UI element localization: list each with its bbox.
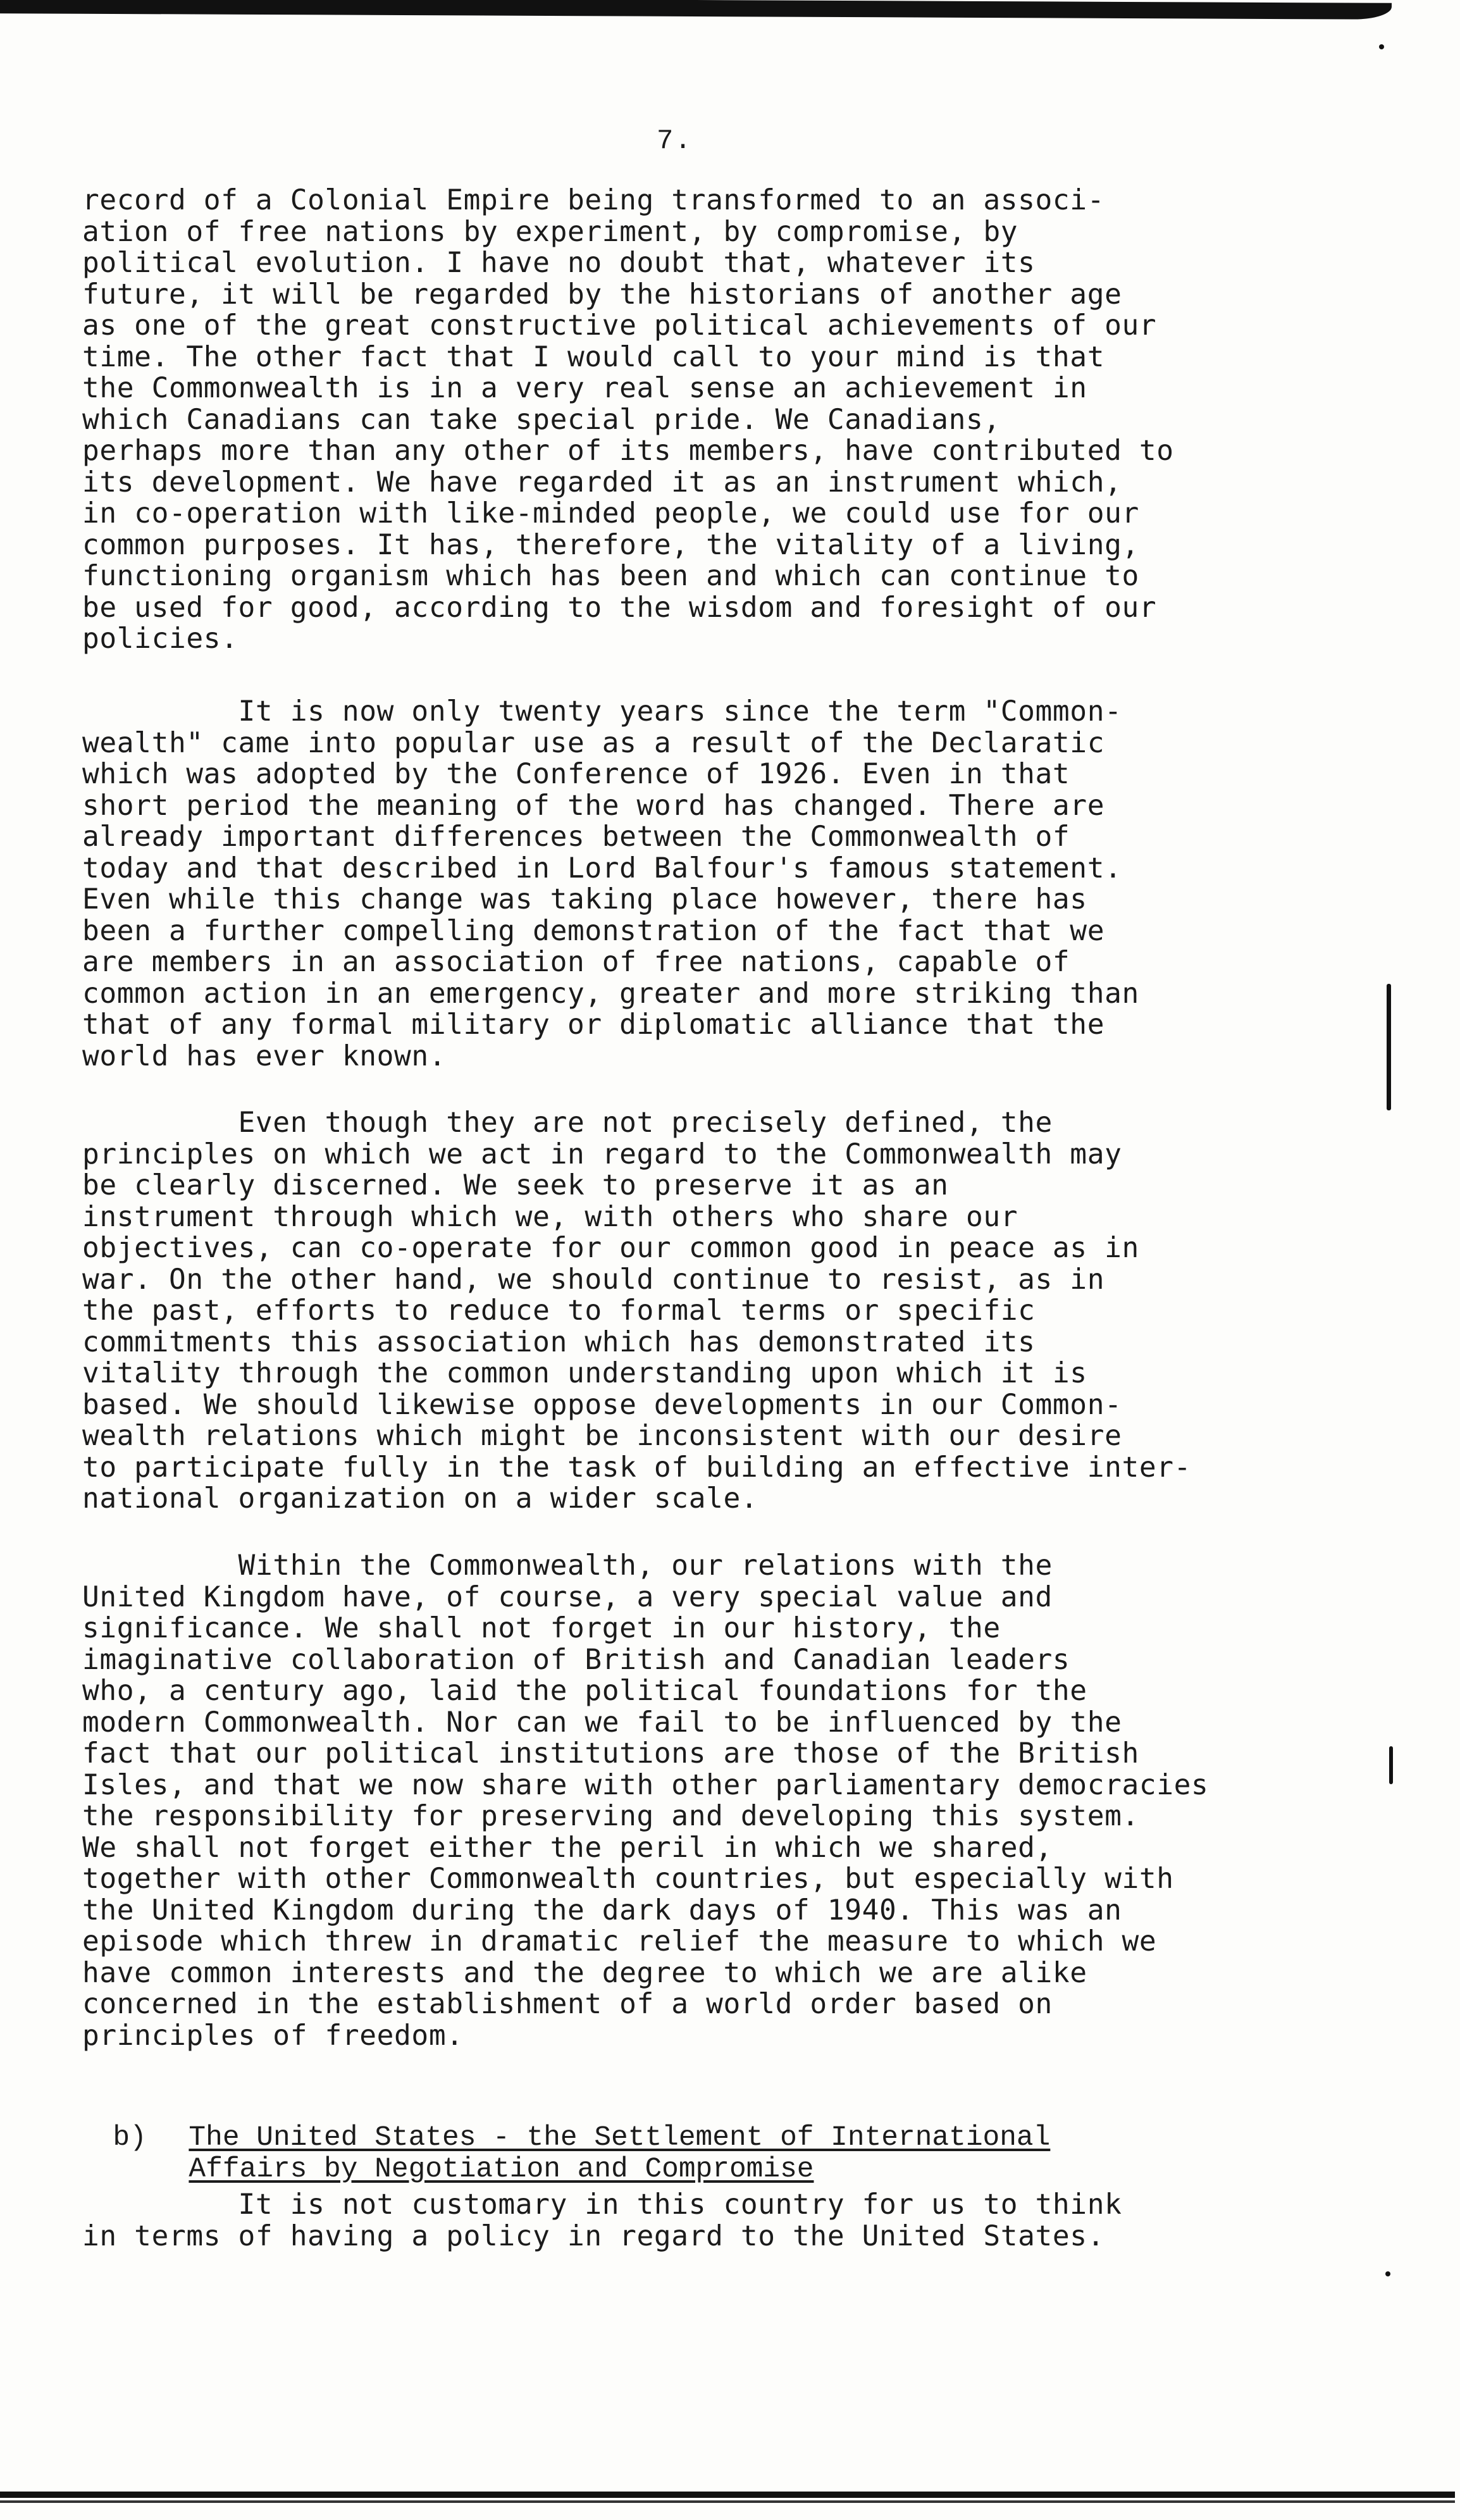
text-line: record of a Colonial Empire being transformed to an associ- [82, 184, 1105, 216]
margin-dot [1379, 44, 1384, 49]
top-border-rule [0, 0, 1392, 20]
bottom-border-rule [0, 2492, 1455, 2498]
text-line: the Commonwealth is in a very real sense an achievement in [82, 372, 1087, 404]
paragraph-united-states [82, 2189, 1347, 2252]
text-line: wealth relations which might be inconsistent with our desire [82, 1420, 1122, 1452]
text-line: future, it will be regarded by the historians of another age [82, 278, 1122, 311]
text-line: are members in an association of free nations, capable of [82, 946, 1070, 978]
text-line: imaginative collaboration of British and Canadian leaders [82, 1643, 1070, 1676]
text-line: political evolution. I have no doubt that, whatever its [82, 247, 1036, 279]
text-line: modern Commonwealth. Nor can we fail to be influenced by the [82, 1706, 1122, 1739]
text-line: already important differences between the Commonwealth of [82, 821, 1070, 853]
text-line: been a further compelling demonstration of the fact that we [82, 914, 1105, 947]
paragraph-principles [82, 1107, 1347, 1515]
text-line: the responsibility for preserving and developing this system. [82, 1800, 1139, 1832]
text-line: wealth" came into popular use as a result of the Declaratic [82, 726, 1105, 759]
margin-bracket-mark [1387, 984, 1391, 1110]
subheading-label: b) [113, 2121, 147, 2154]
text-line: significance. We shall not forget in our history, the [82, 1612, 1001, 1644]
text-line: perhaps more than any other of its members, have contributed to [82, 435, 1174, 467]
text-line: We shall not forget either the peril in which we shared, [82, 1831, 1053, 1864]
text-line: to participate fully in the task of building an effective inter- [82, 1451, 1192, 1484]
text-line: based. We should likewise oppose developments in our Common- [82, 1388, 1122, 1421]
text-line: the United Kingdom during the dark days of 1940. This was an [82, 1894, 1122, 1927]
text-line: short period the meaning of the word has changed. There are [82, 789, 1105, 822]
text-line: Isles, and that we now share with other parliamentary democracies [82, 1768, 1209, 1801]
section-subheading-cont [79, 2123, 814, 2185]
margin-dot [1385, 2271, 1390, 2276]
text-line: today and that described in Lord Balfour's famous statement. [82, 852, 1122, 884]
text-line: in co-operation with like-minded people, we could use for our [82, 497, 1139, 530]
text-line: war. On the other hand, we should continue to resist, as in [82, 1263, 1105, 1296]
text-line: vitality through the common understanding upon which it is [82, 1357, 1087, 1389]
text-line: be used for good, according to the wisdom and foresight of our [82, 591, 1157, 624]
text-line: Even while this change was taking place however, there has [82, 883, 1087, 916]
text-line: which was adopted by the Conference of 1926. Even in that [82, 758, 1070, 790]
text-line: world has ever known. [82, 1040, 447, 1072]
paragraph-commonwealth-term [82, 696, 1347, 1072]
text-line: concerned in the establishment of a world order based on [82, 1988, 1053, 2020]
text-line: have common interests and the degree to which we are alike [82, 1956, 1087, 1989]
margin-tick-mark [1389, 1746, 1393, 1784]
text-line: national organization on a wider scale. [82, 1482, 758, 1515]
paragraph-commonwealth-record [82, 185, 1347, 655]
text-line: principles on which we act in regard to the Commonwealth may [82, 1138, 1122, 1170]
text-line: instrument through which we, with others who share our [82, 1200, 1018, 1233]
text-line: in terms of having a policy in regard to the United States. [82, 2219, 1105, 2252]
text-line: ation of free nations by experiment, by compromise, by [82, 215, 1018, 248]
subheading-line-1: The United States - the Settlement of International [189, 2121, 1051, 2154]
text-line: policies. [82, 623, 238, 655]
text-line: functioning organism which has been and which can continue to [82, 560, 1139, 592]
text-line: Within the Commonwealth, our relations with the [82, 1549, 1053, 1582]
text-line: It is now only twenty years since the term "Common- [82, 695, 1122, 728]
text-line: the past, efforts to reduce to formal terms or specific [82, 1294, 1036, 1327]
text-line: Even though they are not precisely defined, the [82, 1107, 1053, 1139]
text-line: its development. We have regarded it as an instrument which, [82, 466, 1122, 499]
page-number: 7. [657, 125, 693, 157]
text-line: United Kingdom have, of course, a very special value and [82, 1580, 1053, 1613]
text-line: episode which threw in dramatic relief the measure to which we [82, 1925, 1157, 1958]
text-line: common action in an emergency, greater and more striking than [82, 977, 1139, 1010]
text-line: as one of the great constructive political achievements of our [82, 309, 1157, 342]
text-line: which Canadians can take special pride. We Canadians, [82, 403, 1001, 436]
bottom-border-rule-thin [0, 2500, 1455, 2503]
text-line: that of any formal military or diplomatic alliance that the [82, 1009, 1105, 1041]
text-line: objectives, can co-operate for our common good in peace as in [82, 1232, 1139, 1264]
text-line: principles of freedom. [82, 2019, 464, 2052]
text-line: who, a century ago, laid the political foundations for the [82, 1675, 1087, 1707]
text-line: time. The other fact that I would call to your mind is that [82, 340, 1105, 373]
text-line: common purposes. It has, therefore, the vitality of a living, [82, 528, 1139, 561]
text-line: together with other Commonwealth countries, but especially with [82, 1863, 1174, 1895]
text-line: It is not customary in this country for us to think [82, 2188, 1122, 2221]
text-line: commitments this association which has demonstrated its [82, 1325, 1036, 1358]
text-line: fact that our political institutions are those of the British [82, 1737, 1139, 1770]
subheading-line-2: Affairs by Negotiation and Compromise [189, 2153, 814, 2185]
text-line: be clearly discerned. We seek to preserve it as an [82, 1169, 949, 1201]
paragraph-united-kingdom [82, 1550, 1347, 2051]
